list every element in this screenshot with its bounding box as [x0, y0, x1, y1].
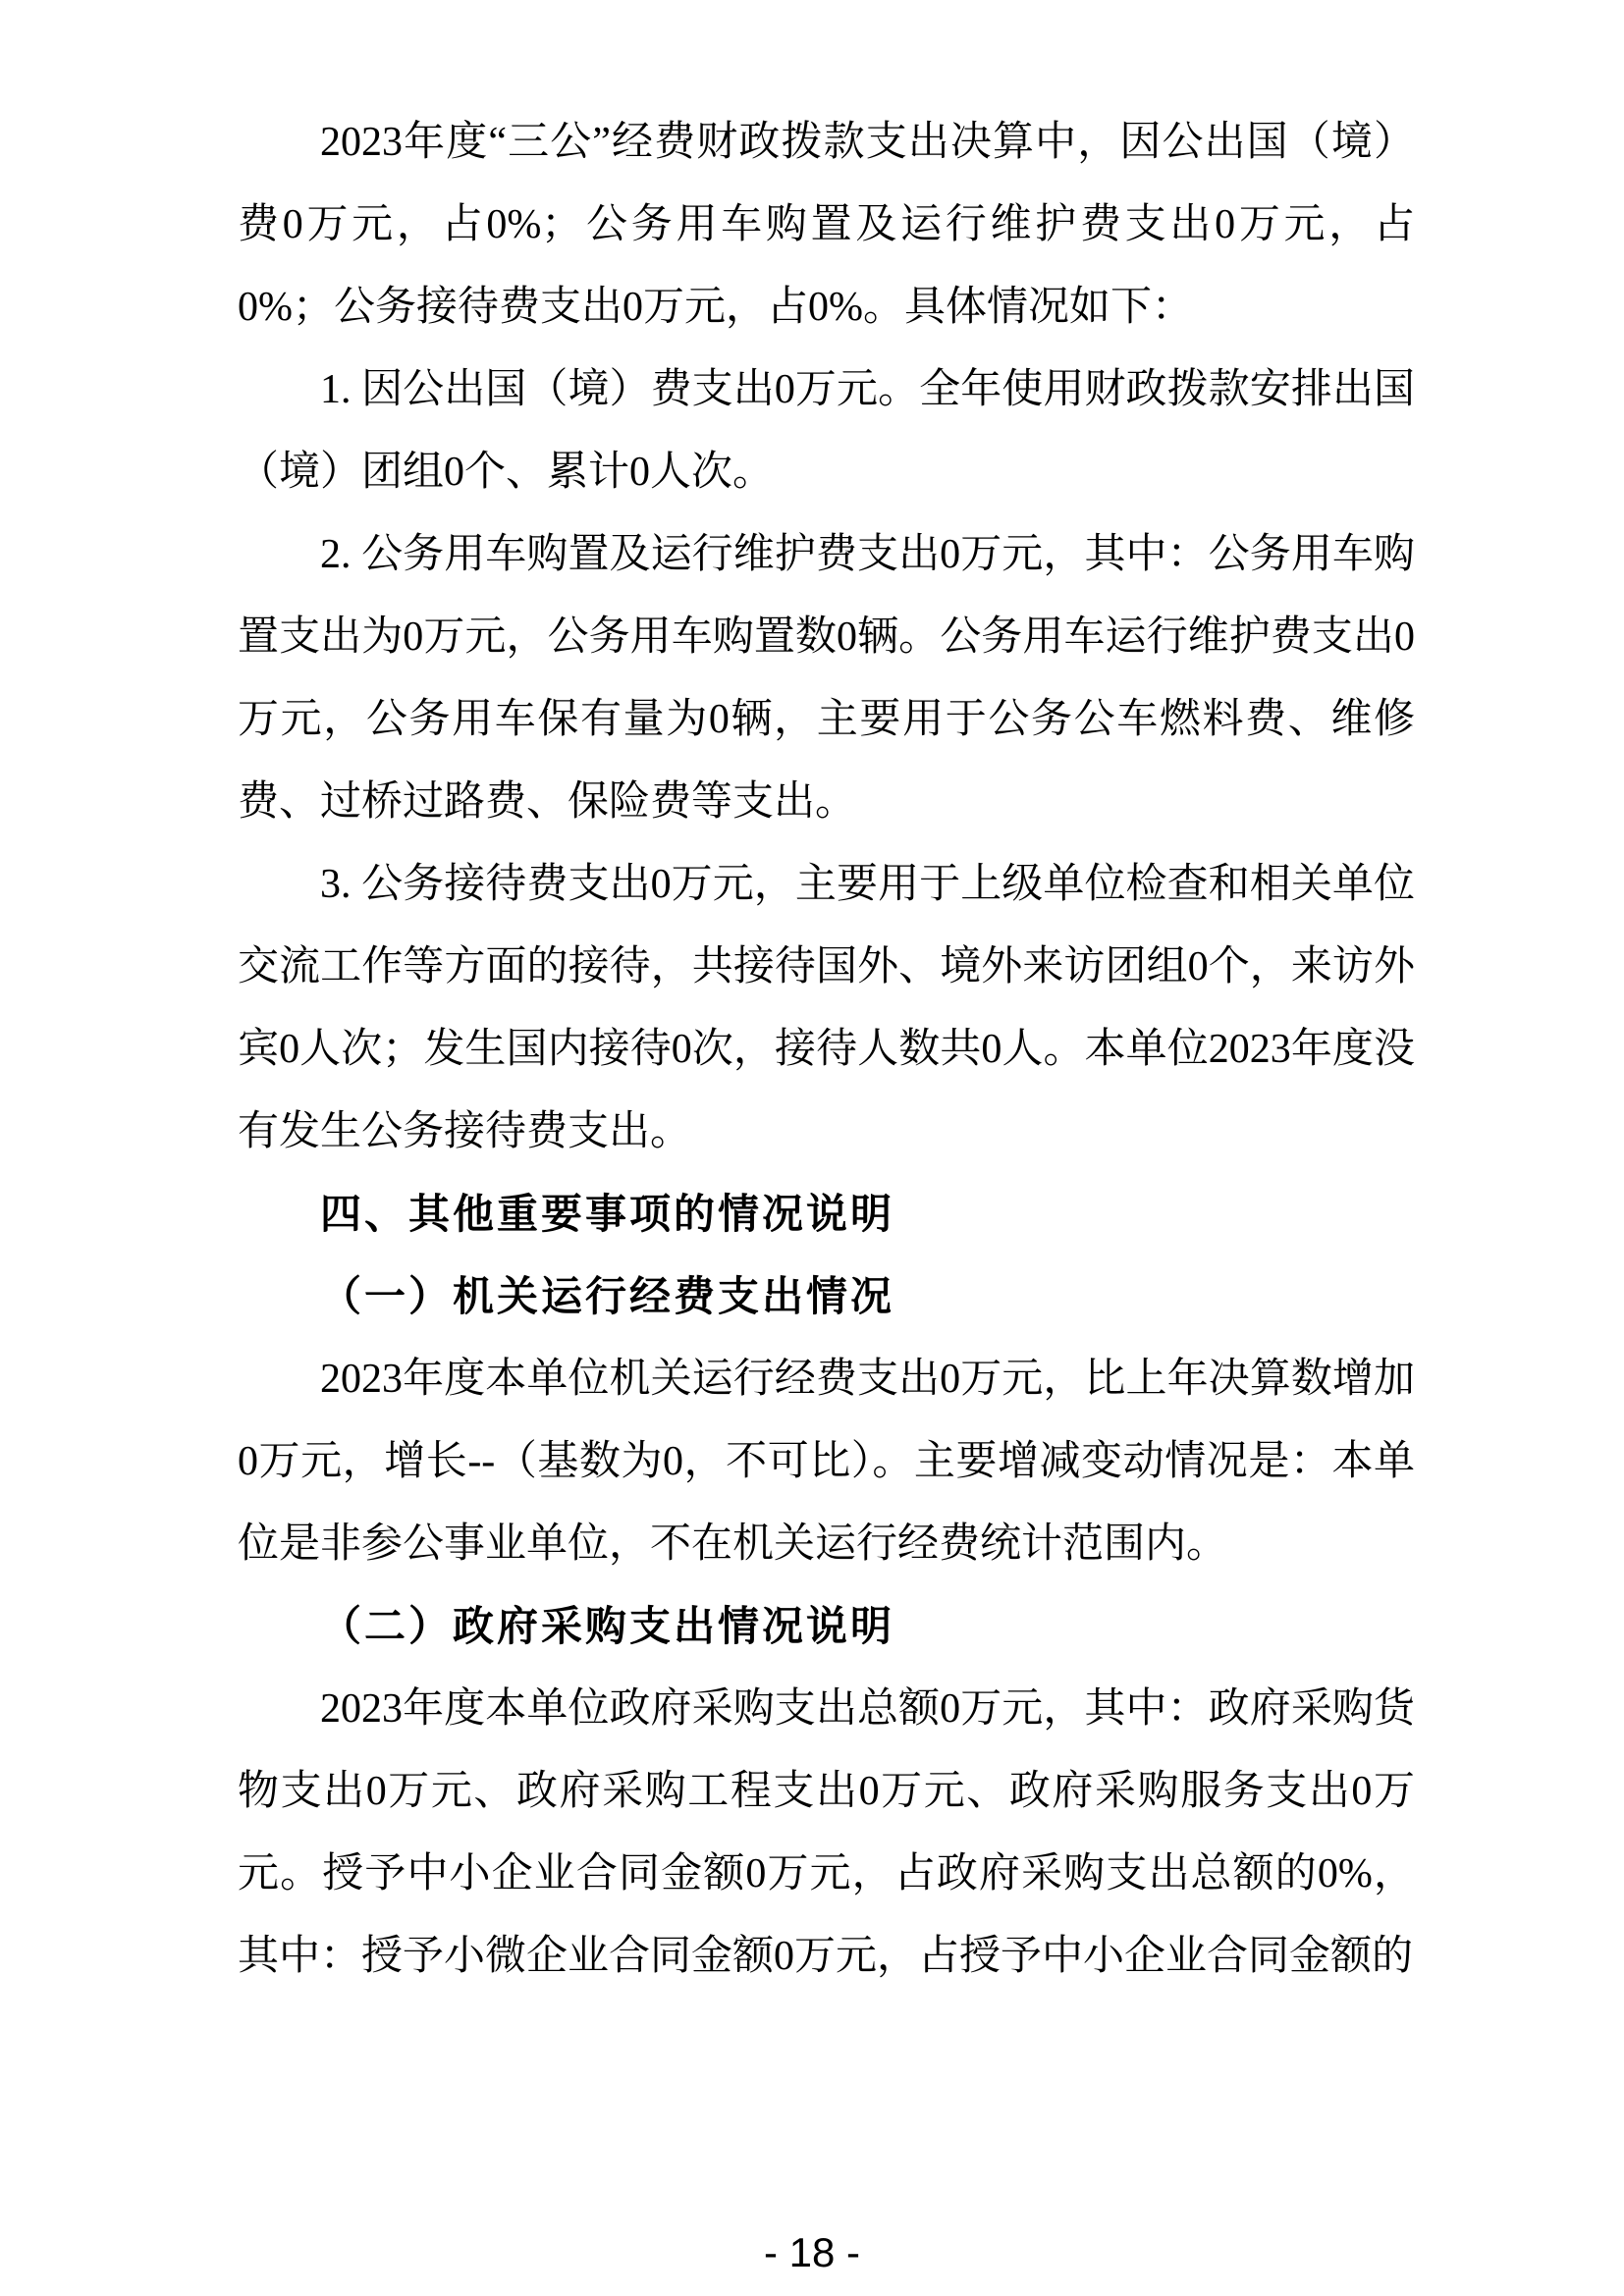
page-body — [238, 101, 1415, 1998]
paragraph-government-procurement: 2023年度本单位政府采购支出总额0万元，其中：政府采购货物支出0万元、政府采购工程支出0万元、政府采购服务支出0万元。授予中小企业合同金额0万元，占政府采购支出总额的0%，其中：授予小微企业合同金额0万元，占授予中小企业合同金额的 — [238, 1686, 1415, 1979]
heading-section4-other-important-matters: 四、其他重要事项的情况说明 — [320, 1191, 895, 1237]
page-number: - 18 - — [763, 2229, 861, 2275]
heading-section4-2-government-procurement: （二）政府采购支出情况说明 — [320, 1603, 895, 1649]
paragraph-item1-overseas-trips: 1. 因公出国（境）费支出0万元。全年使用财政拨款安排出国（境）团组0个、累计0人次。 — [238, 367, 1415, 495]
heading-section4-1-agency-operating-funds: （一）机关运行经费支出情况 — [320, 1273, 895, 1319]
page-footer — [0, 2229, 1624, 2276]
paragraph-agency-operating-funds: 2023年度本单位机关运行经费支出0万元，比上年决算数增加0万元，增长--（基数为0，不可比）。主要增减变动情况是：本单位是非参公事业单位，不在机关运行经费统计范围内。 — [238, 1357, 1415, 1567]
paragraph-three-public-funds-summary: 2023年度“三公”经费财政拨款支出决算中，因公出国（境）费0万元，占0%；公务用车购置及运行维护费支出0万元，占0%；公务接待费支出0万元，占0%。具体情况如下： — [238, 120, 1415, 330]
paragraph-item2-official-vehicles: 2. 公务用车购置及运行维护费支出0万元，其中：公务用车购置支出为0万元，公务用车购置数0辆。公务用车运行维护费支出0万元，公务用车保有量为0辆，主要用于公务公车燃料费、维修费、过桥过路费、保险费等支出。 — [238, 532, 1415, 825]
paragraph-item3-official-reception: 3. 公务接待费支出0万元，主要用于上级单位检查和相关单位交流工作等方面的接待，共接待国外、境外来访团组0个，来访外宾0人次；发生国内接待0次，接待人数共0人。本单位2023年度没有发生公务接待费支出。 — [238, 862, 1415, 1154]
